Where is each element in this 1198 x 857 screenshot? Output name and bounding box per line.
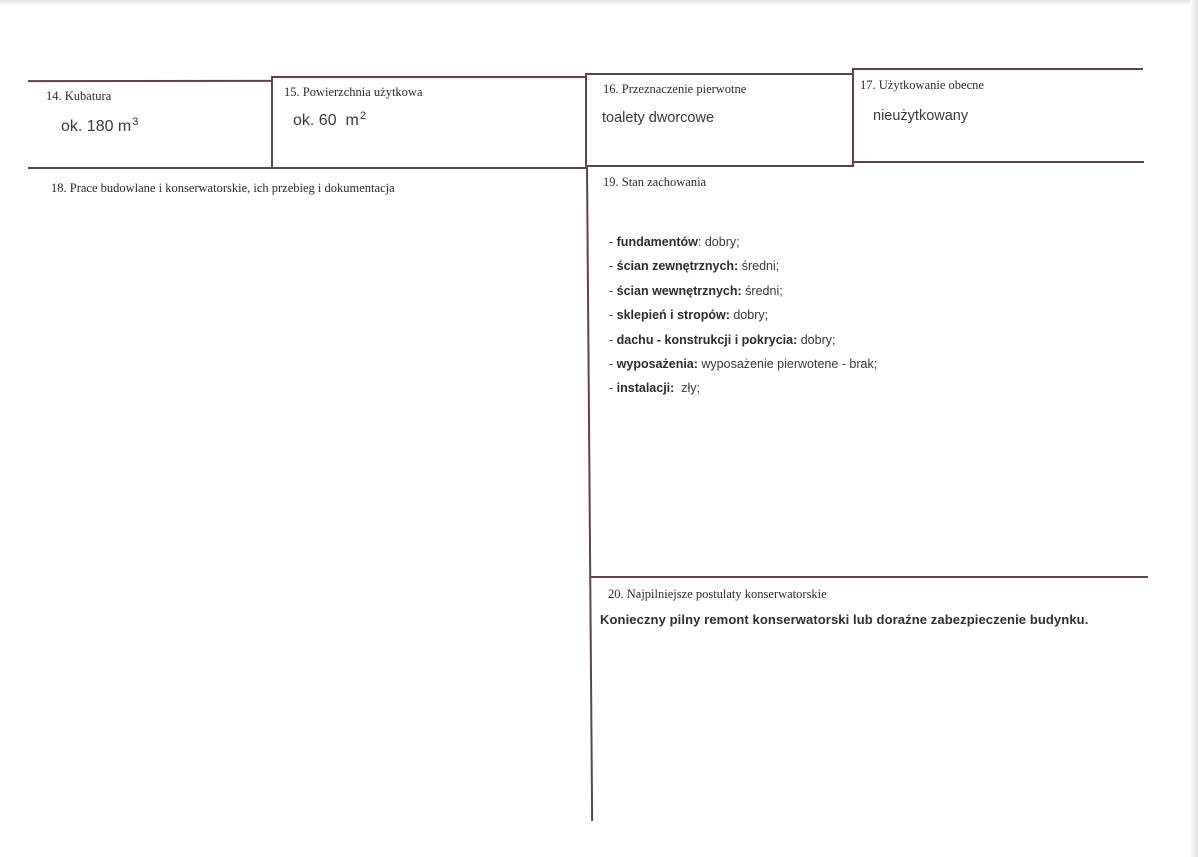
list-item: - sklepień i stropów: dobry; xyxy=(609,308,769,323)
top-border-line xyxy=(272,76,587,78)
powierzchnia-unit-exponent: 2 xyxy=(359,110,366,122)
condition-value: dobry; xyxy=(733,308,769,323)
condition-value: średni; xyxy=(745,283,783,298)
condition-name: wyposażenia: xyxy=(616,356,698,371)
list-item: - fundamentów: dobry; xyxy=(609,235,740,249)
kubatura-unit-exponent: 3 xyxy=(132,116,139,128)
condition-name: ścian zewnętrznych: xyxy=(616,259,739,274)
przeznaczenie-label: 16. Przeznaczenie pierwotne xyxy=(603,82,747,96)
section-20-divider-line xyxy=(590,576,1148,578)
row-divider-line xyxy=(853,161,1144,163)
prace-label: 18. Prace budowlane i konserwatorskie, ich przebieg i dokumentacja xyxy=(51,181,395,195)
stan-label: 19. Stan zachowania xyxy=(603,175,707,189)
postulaty-label: 20. Najpilniejsze postulaty konserwatorskie xyxy=(608,587,827,601)
top-border-line xyxy=(28,80,273,82)
kubatura-value-text: ok. 180 m xyxy=(61,118,132,135)
row-divider-line xyxy=(586,165,854,167)
condition-name: instalacji: xyxy=(616,381,675,396)
przeznaczenie-value: toalety dworcowe xyxy=(602,110,715,126)
list-item: - dachu - konstrukcji i pokrycia: dobry; xyxy=(609,332,836,347)
list-item: - wyposażenia: wyposażenie pierwotene - brak; xyxy=(609,356,878,371)
kubatura-value xyxy=(61,118,138,136)
condition-name: fundamentów xyxy=(616,235,698,249)
list-item: - ścian zewnętrznych: średni; xyxy=(609,259,780,274)
condition-value: średni; xyxy=(741,259,780,274)
powierzchnia-value-text: ok. 60 m xyxy=(293,112,359,129)
uzytkowanie-value: nieużytkowany xyxy=(873,108,969,124)
scan-edge-top xyxy=(0,0,1198,6)
condition-value: dobry; xyxy=(704,235,740,249)
list-item: - instalacji: zły; xyxy=(609,381,701,396)
powierzchnia-label: 15. Powierzchnia użytkowa xyxy=(284,85,423,99)
condition-value: wyposażenie pierwotene - brak; xyxy=(701,356,878,371)
top-border-line xyxy=(586,73,854,75)
stan-zachowania-list xyxy=(609,234,877,405)
postulaty-value: Konieczny pilny remont konserwatorski lub doraźne zabezpieczenie budynku. xyxy=(600,612,1089,627)
condition-name: ścian wewnętrznych: xyxy=(616,283,742,298)
scan-edge-right xyxy=(1190,0,1198,857)
column-divider-line xyxy=(585,73,587,167)
condition-name: dachu - konstrukcji i pokrycia: xyxy=(616,332,798,347)
top-border-line xyxy=(853,68,1143,70)
row-divider-line xyxy=(28,167,587,169)
list-item: - ścian wewnętrznych: średni; xyxy=(609,283,783,298)
uzytkowanie-label: 17. Użytkowanie obecne xyxy=(860,78,984,92)
powierzchnia-value xyxy=(293,112,366,130)
kubatura-label: 14. Kubatura xyxy=(46,89,112,103)
main-column-divider-line xyxy=(586,166,593,821)
condition-name: sklepień i stropów: xyxy=(616,308,730,323)
column-divider-line xyxy=(271,76,273,168)
column-divider-line xyxy=(852,68,854,166)
condition-value: zły; xyxy=(681,381,701,396)
condition-value: dobry; xyxy=(800,332,836,347)
